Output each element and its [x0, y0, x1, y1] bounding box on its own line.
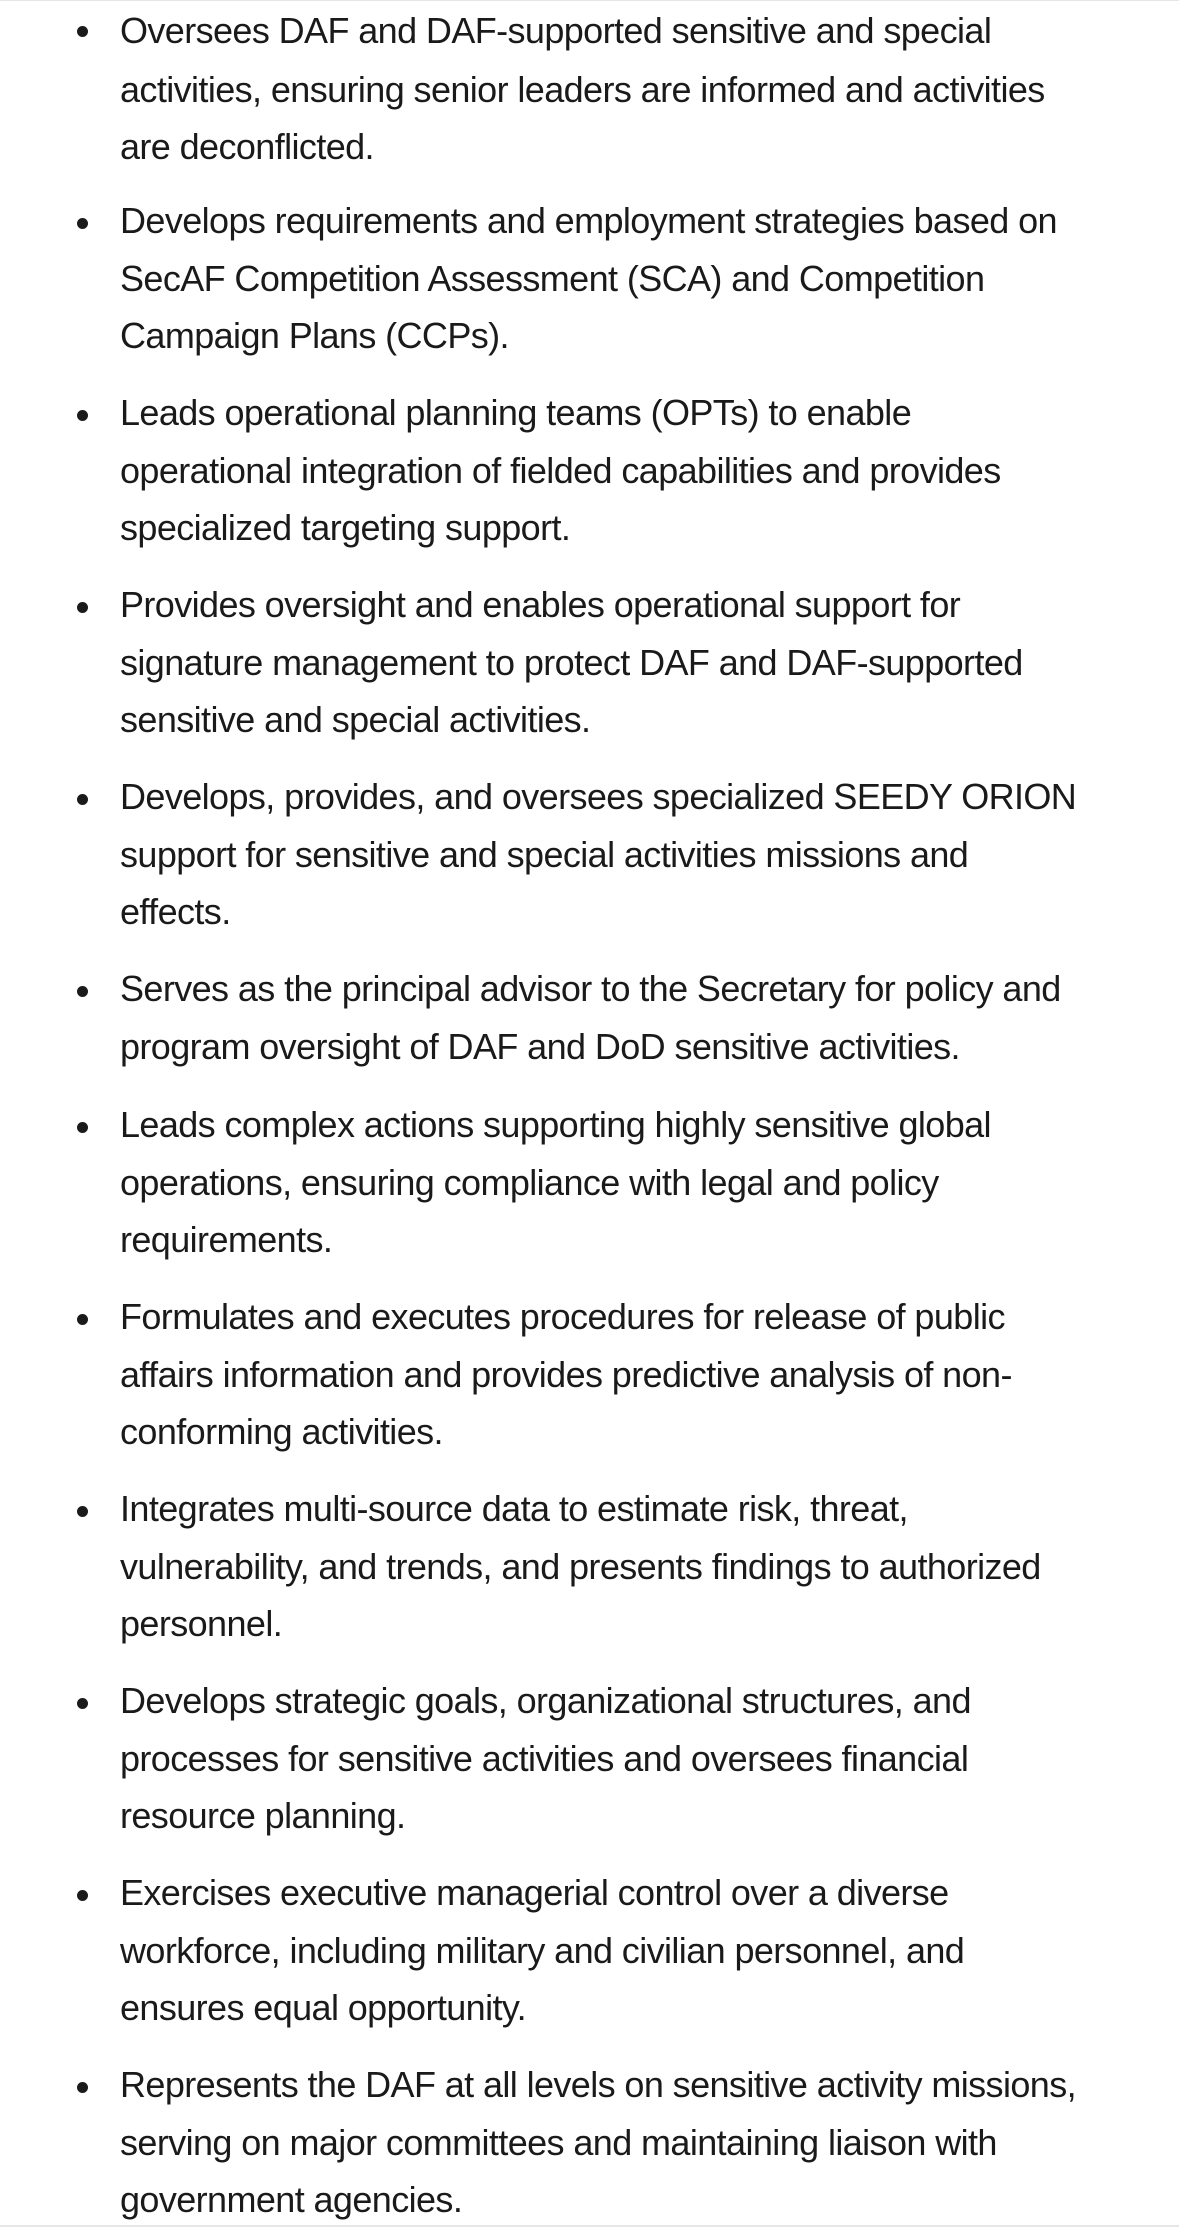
bullet-icon [77, 1506, 88, 1517]
list-item-line: Leads complex actions supporting highly sensitive global [120, 1104, 991, 1145]
list-item-line: Integrates multi-source data to estimate risk, threat, [120, 1488, 908, 1529]
list-item [0, 1864, 1179, 2044]
bullet-icon [77, 1314, 88, 1325]
list-item [0, 192, 1179, 372]
list-item-line: resource planning. [120, 1795, 406, 1836]
list-item-line: support for sensitive and special activities missions and [120, 834, 969, 875]
bullet-icon [77, 2082, 88, 2093]
list-item-line: program oversight of DAF and DoD sensitive activities. [120, 1026, 960, 1067]
bullet-icon [77, 26, 88, 37]
bullet-icon [77, 602, 88, 613]
bullet-icon [77, 410, 88, 421]
list-item-line: processes for sensitive activities and oversees financial [120, 1738, 969, 1779]
list-item-line: affairs information and provides predictive analysis of non- [120, 1354, 1012, 1395]
bullet-icon [77, 1698, 88, 1709]
bullet-icon [77, 1122, 88, 1133]
bullet-icon [77, 986, 88, 997]
list-item [0, 1096, 1179, 1276]
list-item [0, 2056, 1179, 2230]
list-item-line: workforce, including military and civilian personnel, and [120, 1930, 965, 1971]
list-item-line: Exercises executive managerial control over a diverse [120, 1872, 949, 1913]
list-item-line: operations, ensuring compliance with legal and policy [120, 1162, 939, 1203]
list-item-line: Develops strategic goals, organizational structures, and [120, 1680, 971, 1721]
list-item-line: sensitive and special activities. [120, 699, 591, 740]
list-item-line: signature management to protect DAF and DAF-supported [120, 642, 1023, 683]
list-item [0, 576, 1179, 756]
list-item-line: requirements. [120, 1219, 333, 1260]
list-item-line: operational integration of fielded capabilities and provides [120, 450, 1001, 491]
list-item-line: serving on major committees and maintaining liaison with [120, 2122, 997, 2163]
list-item-line: SecAF Competition Assessment (SCA) and Competition [120, 258, 985, 299]
list-item-line: activities, ensuring senior leaders are informed and activities [120, 69, 1045, 110]
list-item-line: Formulates and executes procedures for release of public [120, 1296, 1005, 1337]
list-item-line: are deconflicted. [120, 126, 374, 167]
list-item-line: Leads operational planning teams (OPTs) to enable [120, 392, 912, 433]
bullet-icon [77, 1890, 88, 1901]
list-item-line: Represents the DAF at all levels on sensitive activity missions, [120, 2064, 1076, 2105]
list-item [0, 1672, 1179, 1852]
list-item-line: specialized targeting support. [120, 507, 571, 548]
list-item-line: personnel. [120, 1603, 283, 1644]
list-item-line: vulnerability, and trends, and presents findings to authorized [120, 1546, 1041, 1587]
list-item-line: Campaign Plans (CCPs). [120, 315, 509, 356]
list-item-line: ensures equal opportunity. [120, 1987, 527, 2028]
list-item-line: government agencies. [120, 2179, 463, 2220]
list-item-line: effects. [120, 891, 231, 932]
bullet-icon [77, 218, 88, 229]
list-item-line: Serves as the principal advisor to the Secretary for policy and [120, 968, 1061, 1009]
bottom-divider [0, 2225, 1179, 2227]
list-item [0, 1480, 1179, 1660]
bullet-icon [77, 794, 88, 805]
list-item-line: Develops, provides, and oversees specialized SEEDY ORION [120, 776, 1077, 817]
list-item-line: conforming activities. [120, 1411, 443, 1452]
list-item-line: Oversees DAF and DAF-supported sensitive and special [120, 10, 992, 51]
list-item [0, 1288, 1179, 1468]
list-item [0, 0, 1179, 180]
list-item [0, 384, 1179, 564]
list-item [0, 768, 1179, 948]
list-item-line: Provides oversight and enables operational support for [120, 584, 961, 625]
list-item-line: Develops requirements and employment strategies based on [120, 200, 1057, 241]
